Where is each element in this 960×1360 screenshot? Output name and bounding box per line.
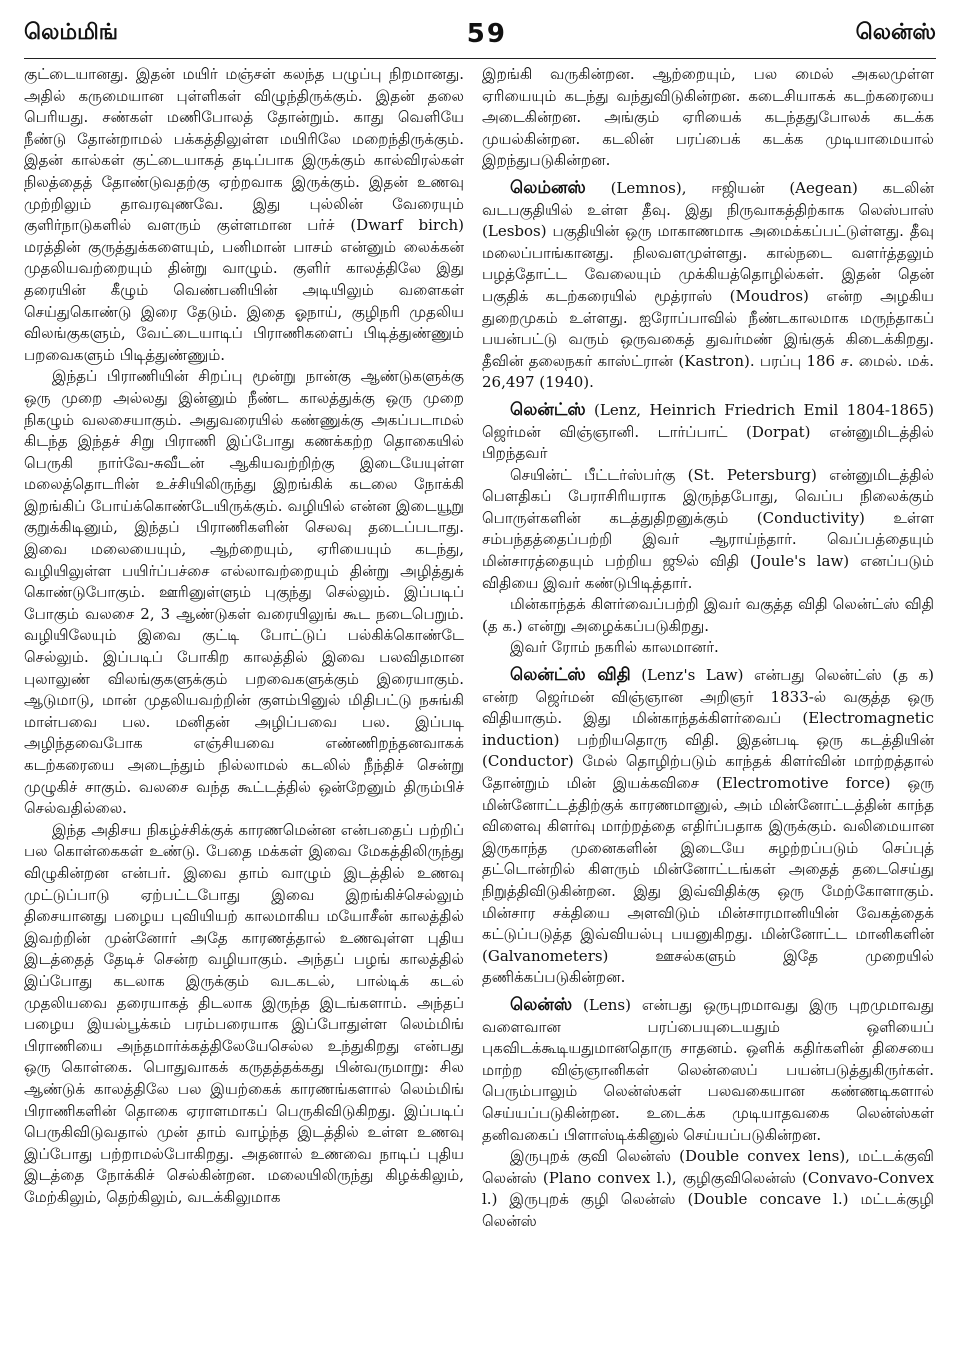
entry-lens (482, 995, 934, 1146)
entry-lens-body: (Lens) என்பது ஒருபுறமாவது இரு புறமுமாவது வளைவான பரப்பையுடையதும் ஒளியைப் புகவிடக்கூடியதுமானதொரு சாதனம். ஒளிக் கதிர்களின் திசையை மாற்ற விஞ்ஞானிகள் லென்ஸைப் பயன்படுத்துகிருர்கள். பெரும்பாலும் லென்ஸ்கள் பலவகையான கண்ணடிகளால் செய்யப்படுகின்றன. உடைக்க முடியாதவகை லென்ஸ்கள் தனிவகைப் பிளாஸ்டிக்கினுல் செய்யப்படுகின்றன. (482, 995, 934, 1144)
header-rule (24, 58, 936, 59)
entry-lenz-body: (Lenz, Heinrich Friedrich Emil 1804-1865) ஜெர்மன் விஞ்ஞானி. டார்ப்பாட் (Dorpat) என்னுமிடத்தில் பிறந்தவர் (482, 400, 934, 463)
lenz-paragraph-3: மின்காந்தக் கிளர்வைப்பற்றி இவர் வகுத்த விதி லென்ட்ஸ் விதி (த க.) என்று அழைக்கப்படுகிறது. (482, 595, 934, 635)
right-column (482, 64, 934, 1354)
running-head-left: லெம்மிங் (24, 20, 119, 45)
entry-lemnos (482, 178, 934, 394)
headword-lenz-law: லென்ட்ஸ் விதி (510, 665, 631, 686)
entry-lenz-law (482, 665, 934, 989)
page-header (24, 14, 936, 54)
running-head-right: லென்ஸ் (855, 20, 936, 45)
lenz-paragraph-4: இவர் ரோம் நகரில் காலமானர். (510, 638, 719, 657)
headword-lenz: லென்ட்ஸ் (510, 399, 586, 420)
left-column (24, 64, 464, 1354)
lenz-paragraph-2: செயின்ட் பீட்டர்ஸ்பர்கு (St. Petersburg) என்னுமிடத்தில் பௌதிகப் பேராசிரியராக இருந்தபோது, வெப்ப நிலைக்கும் பொருள்களின் கடத்துதிறனுக்கும் (Conductivity) உள்ள சம்பந்தத்தைப்பற்றி இவர் ஆராய்ந்தார். வெப்பத்தையும் மின்சாரத்தையும் பற்றிய ஜூல் விதி (Joule's law) எனப்படும் விதியை இவர் கண்டுபிடித்தார். (482, 465, 934, 592)
lemming-migration-paragraph: இந்தப் பிராணியின் சிறப்பு மூன்று நான்கு ஆண்டுகளுக்கு ஒரு முறை அல்லது இன்னும் நீண்ட காலத்துக்கு ஒரு முறை நிகழும் வலசையாகும். அதுவரையில் கண்ணுக்கு அகப்படாமல் கிடந்த இந்தச் சிறு பிராணி இப்போது கணக்கற்ற தொகையில் பெருகி நார்வே-சுவீடன் ஆகியவற்றிற்கு இடையேயுள்ள மலைத்தொடரின் உச்சியிலிருந்து இறங்கிக் கடலை நோக்கி இறங்கிப் போய்க்கொண்டேயிருக்கும். வழியில் என்ன இடையூறு குறுக்கிடினும், இந்தப் பிராணிகளின் செலவு தடைப்படாது. இவை மலையையும், ஆற்றையும், ஏரியையும் கடந்து, வழியிலுள்ள பயிர்ப்பச்சை எல்லாவற்றையும் தின்று அழித்துக் கொண்டுபோகும். ஊரினுள்ளும் புகுந்து செல்லும். இப்படிப் போகும் வலசை 2, 3 ஆண்டுகள் வரையிலுங் கூட நடைபெறும். வழியிலேயும் இவை குட்டி போட்டுப் பல்கிக்கொண்டே செல்லும். இப்படிப் போகிற காலத்தில் இவை பலவிதமான புலாலுண் விலங்குகளுக்கும் பறவைகளுக்கும் இரையாகும். ஆடுமாடு, மான் முதலியவற்றின் குளம்பினுல் மிதிபட்டு நசுங்கி மாள்பவை பல. மனிதன் அழிப்பவை பல. இப்படி அழிந்தவைபோக எஞ்சியவை எண்ணிறந்தனவாகக் கடற்கரையை அடைந்தும் நில்லாமல் கடலில் நீந்திச் சென்று முழுகிச் சாகும். வலசை வந்த கூட்டத்தில் ஒன்றேனும் திரும்பிச் செல்வதில்லை. (24, 367, 464, 818)
entry-lenz (482, 400, 934, 465)
lemming-theory-paragraph: இந்த அதிசய நிகழ்ச்சிக்குக் காரணமென்ன என்பதைப் பற்றிப் பல கொள்கைகள் உண்டு. பேதை மக்கள் இவை மேகத்திலிருந்து விழுகின்றன என்பர். இவை தாம் வாழும் இடத்தில் உணவு முட்டுப்பாடு ஏற்பட்டபோது இவை இறங்கிச்செல்லும் திசையானது பழைய புவியியற் காலமாகிய மயோசீன் காலத்தில் இவற்றின் முன்னோர் அதே காரணத்தால் உணவுள்ள புதிய இடத்தைத் தேடிச் சென்ற வழியாகும். அந்தப் பழங் காலத்தில் இப்போது கடலாக இருக்கும் வடகடல், பால்டிக் கடல் முதலியவை தரையாகத் திடலாக இருந்த இடங்களாம். அந்தப் பழைய இயல்பூக்கம் பரம்பரையாக இப்போதுள்ள லெம்மிங் பிராணியை அந்தமார்க்கத்திலேயேசெல்ல உந்துகிறது என்பது ஒரு கொள்கை. பொதுவாகக் கருதத்தக்கது பின்வருமாறு: சில ஆண்டுக் காலத்திலே பல இயற்கைக் காரணங்களால் லெம்மிங் பிராணிகளின் தொகை ஏராளமாகப் பெருகிவிடுகிறது. இப்படிப் பெருகிவிடுவதால் முன் தாம் வாழ்ந்த இடத்தில் உள்ள உணவு இப்போது பற்றாமல்போகிறது. அதனால் உணவை நாடிப் புதிய இடத்தை நோக்கிச் செல்கின்றன. மலையிலிருந்து கிழக்கிலும், மேற்கிலும், தெற்கிலும், வடக்கிலுமாக (24, 820, 464, 1206)
page-number: 59 (466, 19, 507, 49)
entry-lemnos-body: (Lemnos), ஈஜியன் (Aegean) கடலின் வடபகுதியில் உள்ள தீவு. இது நிருவாகத்திற்காக லெஸ்பாஸ் (Lesbos) பகுதியின் ஒரு மாகாணமாக அமைக்கப்பட்டுள்ளது. தீவு மலைப்பாங்கானது. நிலவளமுள்ளது. கால்நடை வளர்த்தலும் பழத்தோட்ட வேலையும் முக்கியத்தொழில்கள். இதன் தென் பகுதிக் கடற்கரையில் மூத்ராஸ் (Moudros) என்ற அழகிய துறைமுகம் உள்ளது. ஐரோப்பாவில் நீண்டகாலமாக மருந்தாகப் பயன்பட்டு வரும் ஒருவகைத் துவர்மண் இங்குக் கிடைக்கிறது. தீவின் தலைநகர் காஸ்ட்ரான் (Kastron). பரப்பு 186 ச. மைல். மக். 26,497 (1940). (482, 178, 934, 392)
lemming-continuation-paragraph: இறங்கி வருகின்றன. ஆற்றையும், பல மைல் அகலமுள்ள ஏரியையும் கடந்து வந்துவிடுகின்றன. கடைசியாகக் கடற்கரையை அடைகின்றன. அங்கும் ஏரியைக் கடந்ததுபோலக் கடக்க முயல்கின்றன. கடலின் பரப்பைக் கடக்க முடியாமையால் இறந்துபடுகின்றன. (482, 65, 934, 170)
headword-lens: லென்ஸ் (510, 994, 573, 1015)
lemming-description-paragraph: குட்டையானது. இதன் மயிர் மஞ்சள் கலந்த பழுப்பு நிறமானது. அதில் கருமையான புள்ளிகள் விழுந்திருக்கும். இதன் தலை பெரியது. சண்கள் மணிபோலத் தோன்றும். காது வெளியே நீண்டு தோன்றாமல் பக்கத்திலுள்ள மயிரிலே மறைந்திருக்கும். இதன் கால்கள் குட்டையாகத் தடிப்பாக இருக்கும் கால்விரல்கள் நிலத்தைத் தோண்டுவதற்கு ஏற்றவாக இருக்கும். இதன் உணவு முற்றிலும் தாவரவுணவே. இது புல்லின் வேரையும் குளிர்நாடுகளில் வளரும் குள்ளமான பர்ச் (Dwarf birch) மரத்தின் குருத்துக்களையும், பனிமான் பாசம் என்னும் லைக்கன் முதலியவற்றையும் தின்று வாழும். குளிர் காலத்திலே இது தரையின் கீழும் வெண்பனியின் அடியிலும் வளைகள் செய்துகொண்டு இரை தேடும். இதை ஓநாய், குழிநரி முதலிய விலங்குகளும், வேட்டையாடிப் பிராணிகளைப் பிடித்துண்ணும் பறவைகளும் பிடித்துண்ணும். (24, 65, 464, 364)
lens-paragraph-2: இருபுறக் குவி லென்ஸ் (Double convex lens), மட்டக்குவி லென்ஸ் (Plano convex l.), குழிகுவிலென்ஸ் (Convavo-Convex l.) இருபுறக் குழி லென்ஸ் (Double concave l.) மட்டக்குழி லென்ஸ் (482, 1147, 934, 1230)
entry-lenz-law-body: (Lenz's Law) என்பது லென்ட்ஸ் (த க) என்ற ஜெர்மன் விஞ்ஞான அறிஞர் 1833-ல் வகுத்த ஒரு விதியாகும். இது மின்காந்தக்கிளர்வைப் (Electromagnetic induction) பற்றியதொரு விதி. இதன்படி ஒரு கடத்தியின் (Conductor) மேல் தொழிற்படும் காந்தக் கிளர்வின் மாற்றத்தால் தோன்றும் மின் இயக்கவிசை (Electromotive force) ஒரு மின்னோட்டத்திற்குக் காரணமானுல், அம் மின்னோட்டத்தின் காந்த விளைவு கிளர்வு மாற்றத்தை எதிர்ப்பதாக இருக்கும். வலிமையான இருகாந்த முனைகளின் இடையே சுழற்றப்படும் செப்புத் தட்டொன்றில் கிளரும் மின்னோட்டங்கள் அதைத் தடைசெய்து நிறுத்திவிடுகின்றன. இது இவ்விதிக்கு ஒரு மேற்கோளாகும். மின்சார சக்தியை அளவிடும் மின்சாரமானியின் வேகத்தைக் கட்டுப்படுத்த இவ்வியல்பு பயனுகிறது. மின்னோட்ட மானிகளின் (Galvanometers) ஊசல்களும் இதே முறையில் தணிக்கப்படுகின்றன. (482, 666, 934, 987)
headword-lemnos: லெம்னஸ் (510, 177, 586, 198)
